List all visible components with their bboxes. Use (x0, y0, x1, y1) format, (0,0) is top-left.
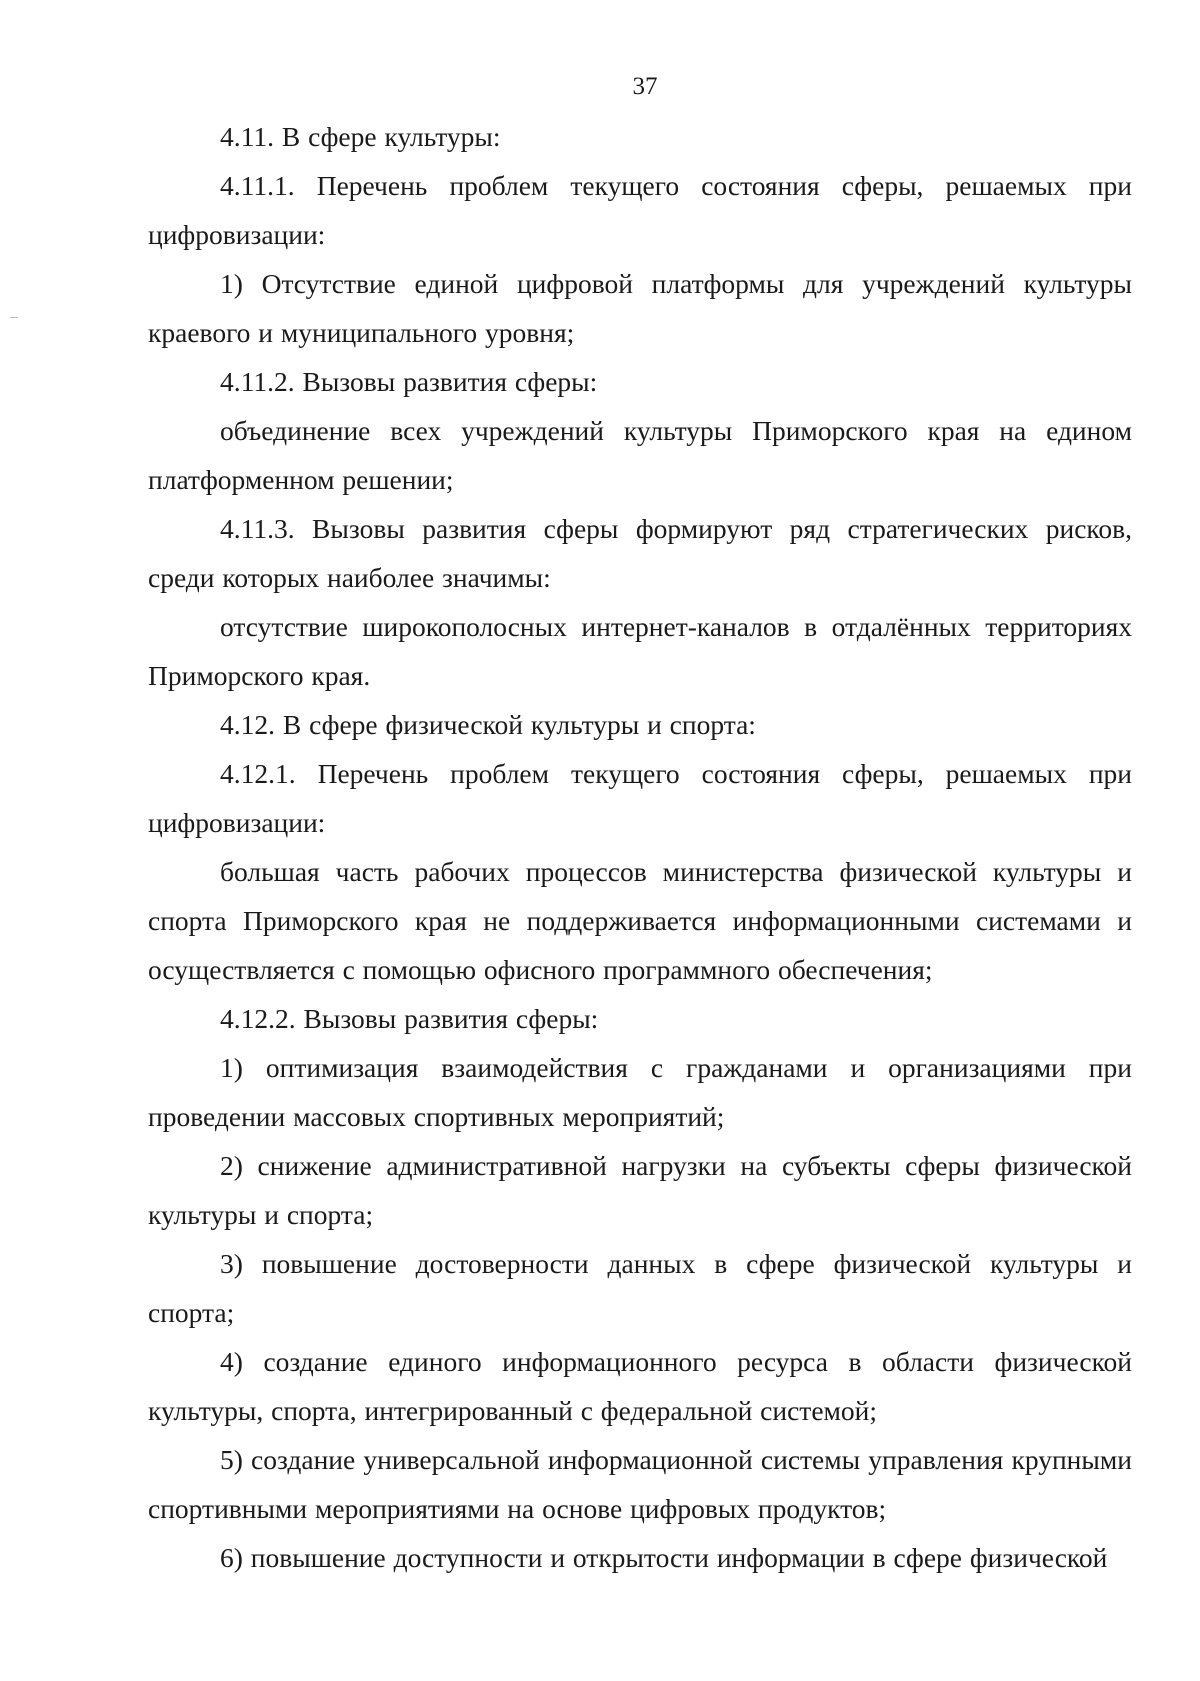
paragraph-sport-challenge-4: 4) создание единого информационного ресурса в области физической культуры, спорта, интегрированный с федеральной системой; (148, 1346, 1132, 1426)
section-heading-culture: 4.11. В сфере культуры: (220, 121, 501, 152)
paragraph-culture-challenge: объединение всех учреждений культуры Приморского края на едином платформенном решении; (148, 415, 1132, 495)
paragraph-sport-challenges-heading: 4.12.2. Вызовы развития сферы: (220, 1003, 599, 1034)
document-body (148, 112, 1132, 1582)
paragraph-culture-problems-intro: 4.11.1. Перечень проблем текущего состояния сферы, решаемых при цифровизации: (148, 170, 1132, 250)
paragraph-culture-problem-1: 1) Отсутствие единой цифровой платформы для учреждений культуры краевого и муниципального уровня; (148, 268, 1132, 348)
paragraph-sport-problem: большая часть рабочих процессов министерства физической культуры и спорта Приморского края не поддерживается информационными системами и осуществляется с помощью офисного программного обеспечения; (148, 856, 1132, 985)
scan-artifact (10, 317, 18, 318)
paragraph-sport-challenge-3: 3) повышение достоверности данных в сфере физической культуры и спорта; (148, 1248, 1132, 1328)
paragraph-culture-challenges-heading: 4.11.2. Вызовы развития сферы: (220, 366, 598, 397)
paragraph-sport-challenge-5: 5) создание универсальной информационной системы управления крупными спортивными мероприятиями на основе цифровых продуктов; (148, 1444, 1132, 1524)
paragraph-sport-problems-intro: 4.12.1. Перечень проблем текущего состояния сферы, решаемых при цифровизации: (148, 758, 1132, 838)
paragraph-culture-risks-intro: 4.11.3. Вызовы развития сферы формируют ряд стратегических рисков, среди которых наиболее значимы: (148, 513, 1132, 593)
section-heading-sport: 4.12. В сфере физической культуры и спорта: (220, 709, 756, 740)
paragraph-culture-risk: отсутствие широкополосных интернет-каналов в отдалённых территориях Приморского края. (148, 611, 1132, 691)
paragraph-sport-challenge-1: 1) оптимизация взаимодействия с гражданами и организациями при проведении массовых спортивных мероприятий; (148, 1052, 1132, 1132)
page-number: 37 (632, 73, 658, 100)
paragraph-sport-challenge-2: 2) снижение административной нагрузки на субъекты сферы физической культуры и спорта; (148, 1150, 1132, 1230)
paragraph-sport-challenge-6: 6) повышение доступности и открытости информации в сфере физической (220, 1542, 1108, 1573)
